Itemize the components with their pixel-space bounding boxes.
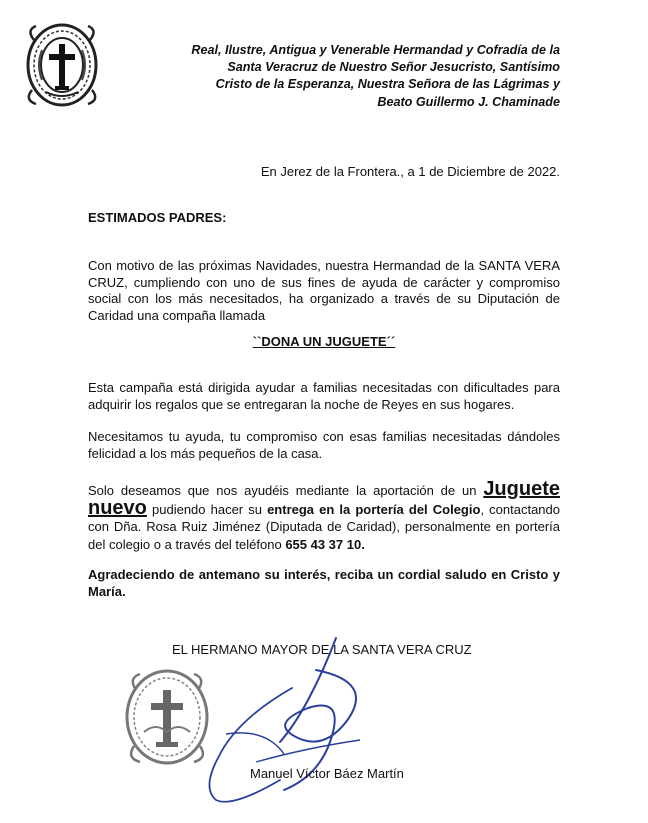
paragraph-help: Necesitamos tu ayuda, tu compromiso con esas familias necesitadas dándoles felicidad a los más pequeños de la casa.	[88, 429, 560, 461]
phone-number: 655 43 37 10.	[285, 536, 365, 552]
paragraph-request	[88, 478, 560, 553]
delivery-location: entrega en la portería del Colegio	[267, 501, 481, 517]
request-text-1: Solo deseamos que nos ayudéis mediante la aportación de un	[88, 483, 484, 498]
signer-title: EL HERMANO MAYOR DE LA SANTA VERA CRUZ	[172, 642, 472, 657]
request-text-2: pudiendo hacer su	[146, 501, 268, 517]
date-line: En Jerez de la Frontera., a 1 de Diciembre de 2022.	[260, 164, 560, 179]
signer-name: Manuel Víctor Báez Martín	[250, 766, 404, 781]
campaign-name-text: ``DONA UN JUGUETE´´	[252, 334, 396, 349]
brotherhood-name: Real, Ilustre, Antigua y Venerable Hermandad y Cofradía de la Santa Veracruz de Nuestro Señor Jesucristo, Santísimo Cristo de la Esperanza, Nuestra Señora de las Lágrimas y Beato Guillermo J. Chaminade	[191, 43, 560, 109]
highlight-new: nuevo	[88, 496, 147, 519]
request-text-3: , contactando con Dña. Rosa Ruiz Jiménez (Diputada de Caridad), personalmente en portería del colegio o a través del teléfono	[88, 501, 560, 552]
campaign-name	[88, 334, 560, 349]
paragraph-campaign: Esta campaña está dirigida ayudar a familias necesitadas con dificultades para adquirir los regalos que se entregaran la noche de Reyes en sus hogares.	[88, 380, 560, 412]
salutation: ESTIMADOS PADRES:	[88, 210, 227, 225]
brotherhood-seal-icon	[22, 20, 102, 110]
paragraph-intro: Con motivo de las próximas Navidades, nuestra Hermandad de la SANTA VERA CRUZ, cumpliendo con uno de sus fines de ayuda de carácter y compromiso social con los más necesitados, ha organizado a través de su Diputación de Caridad una compaña llamada	[88, 258, 560, 323]
highlight-toy: Juguete	[483, 478, 560, 500]
handwritten-signature-icon	[196, 630, 396, 810]
closing-paragraph: Agradeciendo de antemano su interés, reciba un cordial saludo en Cristo y María.	[88, 567, 560, 599]
